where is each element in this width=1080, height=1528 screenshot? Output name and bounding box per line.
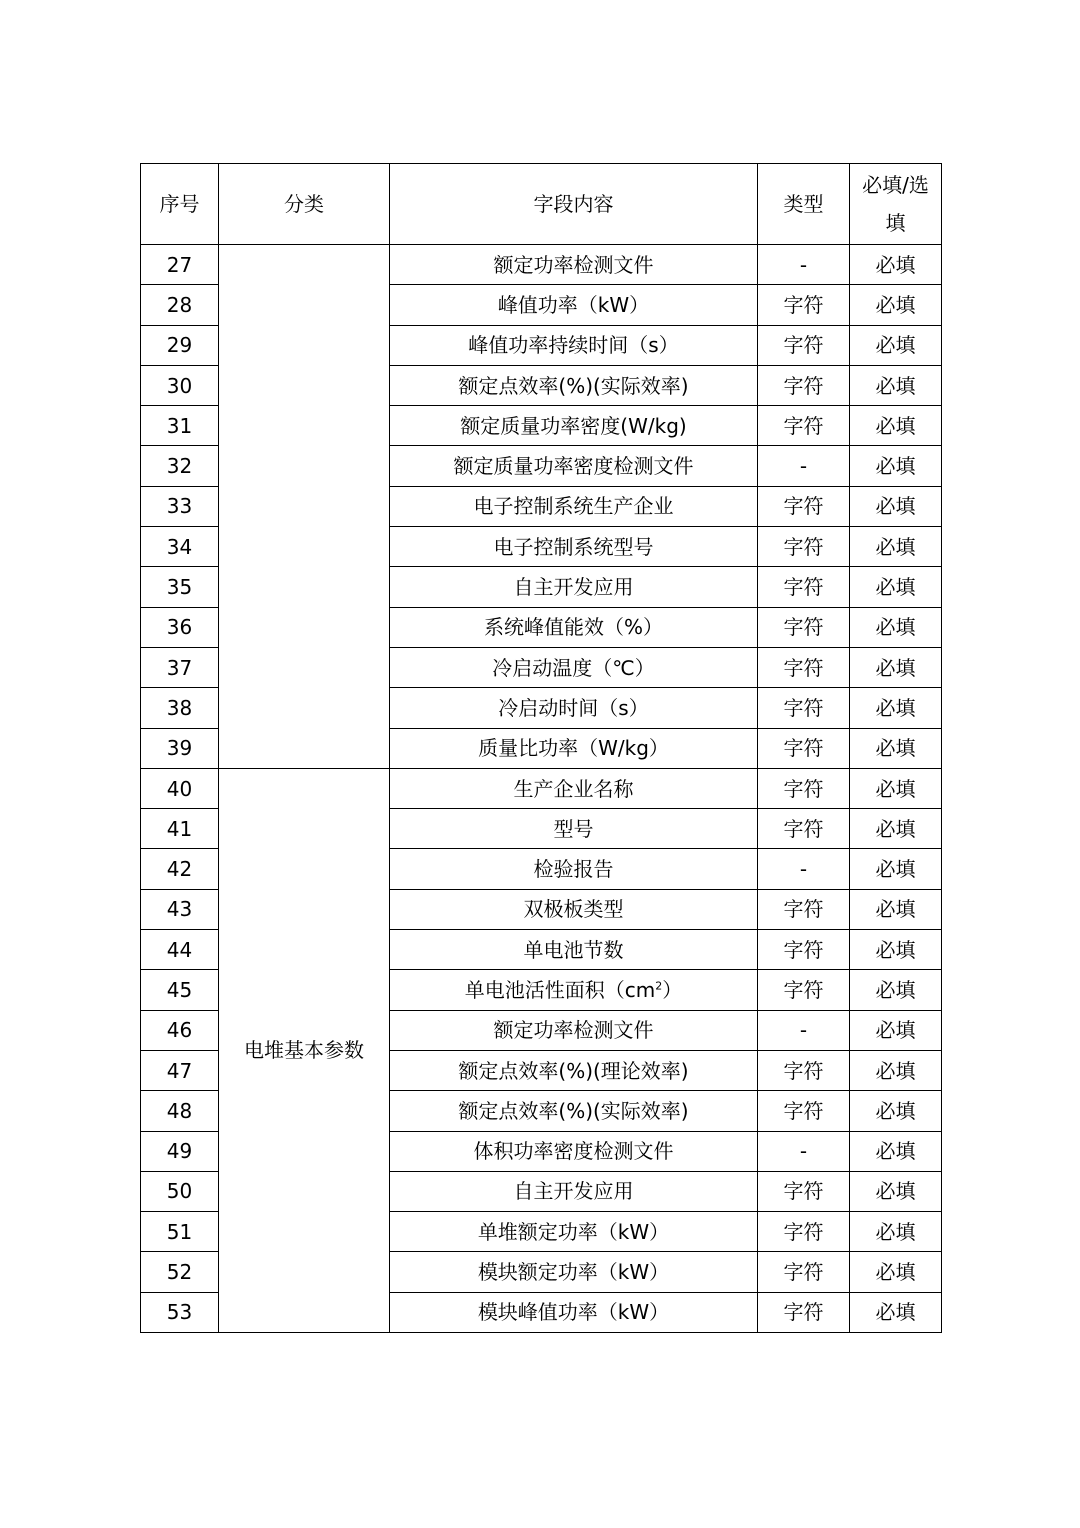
field-content (390, 809, 758, 849)
field-content (390, 1212, 758, 1252)
field-required: 必填 (850, 1292, 942, 1332)
field-required: 必填 (850, 889, 942, 929)
row-index: 36 (141, 607, 219, 647)
field-text: 系统峰值能效（%） (483, 615, 663, 640)
field-text: 模块峰值功率（kW） (477, 1300, 670, 1325)
row-index: 39 (141, 728, 219, 768)
row-index: 48 (141, 1091, 219, 1131)
row-index: 44 (141, 930, 219, 970)
field-text: 冷启动温度（℃） (492, 655, 655, 680)
field-type: 字符 (758, 406, 850, 446)
field-text: 型号 (553, 816, 594, 841)
row-index: 49 (141, 1131, 219, 1171)
field-text: 额定质量功率密度检测文件 (453, 454, 694, 479)
header-row (141, 164, 942, 245)
field-type: 字符 (758, 285, 850, 325)
field-text: 体积功率密度检测文件 (473, 1139, 674, 1164)
field-required: 必填 (850, 446, 942, 486)
field-required: 必填 (850, 768, 942, 808)
row-index: 53 (141, 1292, 219, 1332)
row-index: 46 (141, 1010, 219, 1050)
field-content (390, 1091, 758, 1131)
field-type: 字符 (758, 527, 850, 567)
field-type: 字符 (758, 889, 850, 929)
row-index: 40 (141, 768, 219, 808)
field-type: 字符 (758, 325, 850, 365)
field-content (390, 325, 758, 365)
header-field: 字段内容 (390, 164, 758, 245)
field-text: 自主开发应用 (513, 1179, 634, 1204)
field-type: 字符 (758, 930, 850, 970)
header-category: 分类 (219, 164, 390, 245)
field-type: 字符 (758, 1212, 850, 1252)
field-text: 额定点效率(%)(实际效率) (458, 373, 689, 398)
field-text: 双极板类型 (523, 897, 624, 922)
field-type: 字符 (758, 486, 850, 526)
field-type: 字符 (758, 809, 850, 849)
row-index: 34 (141, 527, 219, 567)
header-index: 序号 (141, 164, 219, 245)
field-required: 必填 (850, 1131, 942, 1171)
field-required: 必填 (850, 245, 942, 285)
field-content (390, 1131, 758, 1171)
field-content (390, 768, 758, 808)
field-required: 必填 (850, 1252, 942, 1292)
field-content (390, 527, 758, 567)
field-text: 电子控制系统型号 (493, 534, 654, 559)
row-index: 37 (141, 647, 219, 687)
table-row (141, 768, 942, 808)
field-content (390, 245, 758, 285)
field-type: - (758, 245, 850, 285)
field-required: 必填 (850, 1010, 942, 1050)
field-type: 字符 (758, 688, 850, 728)
header-required-label: 必填/选填 (862, 173, 929, 235)
field-content (390, 567, 758, 607)
field-required: 必填 (850, 849, 942, 889)
row-index: 50 (141, 1171, 219, 1211)
row-index: 52 (141, 1252, 219, 1292)
field-type: 字符 (758, 365, 850, 405)
field-required: 必填 (850, 285, 942, 325)
field-required: 必填 (850, 486, 942, 526)
field-text: 额定功率检测文件 (493, 1018, 654, 1043)
field-required: 必填 (850, 809, 942, 849)
field-content (390, 728, 758, 768)
field-content (390, 930, 758, 970)
row-index: 29 (141, 325, 219, 365)
field-text: 冷启动时间（s） (498, 695, 649, 720)
row-index: 32 (141, 446, 219, 486)
row-index: 35 (141, 567, 219, 607)
field-content (390, 1252, 758, 1292)
field-required: 必填 (850, 325, 942, 365)
field-required: 必填 (850, 527, 942, 567)
field-text: 自主开发应用 (513, 575, 634, 600)
field-content (390, 849, 758, 889)
field-type: 字符 (758, 567, 850, 607)
field-text: 单电池活性面积（cm (464, 977, 656, 1002)
field-required: 必填 (850, 406, 942, 446)
field-required: 必填 (850, 647, 942, 687)
field-superscript: 2 (655, 979, 663, 993)
field-text: 质量比功率（W/kg） (478, 736, 669, 761)
field-required: 必填 (850, 1091, 942, 1131)
table-row (141, 245, 942, 285)
field-type: 字符 (758, 1292, 850, 1332)
field-text: 电子控制系统生产企业 (473, 494, 674, 519)
field-required: 必填 (850, 688, 942, 728)
category-cell: 电堆基本参数 (219, 768, 390, 1332)
field-required: 必填 (850, 365, 942, 405)
field-type: 字符 (758, 1091, 850, 1131)
field-text: 峰值功率（kW） (497, 292, 650, 317)
field-content (390, 486, 758, 526)
field-type: - (758, 849, 850, 889)
header-type: 类型 (758, 164, 850, 245)
field-content (390, 406, 758, 446)
row-index: 31 (141, 406, 219, 446)
category-cell (219, 245, 390, 769)
row-index: 30 (141, 365, 219, 405)
field-content (390, 889, 758, 929)
field-content (390, 285, 758, 325)
field-content (390, 446, 758, 486)
field-content (390, 1010, 758, 1050)
field-text-end: ） (662, 977, 683, 1002)
field-content (390, 1292, 758, 1332)
field-content (390, 607, 758, 647)
field-type: 字符 (758, 1050, 850, 1090)
field-required: 必填 (850, 1212, 942, 1252)
field-text: 模块额定功率（kW） (477, 1260, 670, 1285)
field-type: 字符 (758, 647, 850, 687)
row-index: 27 (141, 245, 219, 285)
field-type: - (758, 446, 850, 486)
field-text: 额定功率检测文件 (493, 252, 654, 277)
field-required: 必填 (850, 930, 942, 970)
table-body (141, 245, 942, 1333)
field-type: 字符 (758, 768, 850, 808)
field-text: 额定质量功率密度(W/kg) (460, 413, 687, 438)
field-text: 峰值功率持续时间（s） (468, 333, 679, 358)
field-content (390, 1171, 758, 1211)
field-text: 单电池节数 (523, 937, 624, 962)
field-text: 额定点效率(%)(实际效率) (458, 1098, 689, 1123)
field-table (140, 163, 942, 1333)
field-required: 必填 (850, 970, 942, 1010)
field-type: 字符 (758, 1252, 850, 1292)
field-required: 必填 (850, 1050, 942, 1090)
field-type: 字符 (758, 970, 850, 1010)
field-content (390, 688, 758, 728)
field-required: 必填 (850, 728, 942, 768)
header-required (850, 164, 942, 245)
field-text: 生产企业名称 (513, 776, 634, 801)
field-content (390, 970, 758, 1010)
field-content (390, 647, 758, 687)
row-index: 47 (141, 1050, 219, 1090)
field-type: - (758, 1010, 850, 1050)
field-text: 额定点效率(%)(理论效率) (458, 1058, 689, 1083)
field-content (390, 1050, 758, 1090)
row-index: 43 (141, 889, 219, 929)
row-index: 38 (141, 688, 219, 728)
row-index: 42 (141, 849, 219, 889)
field-required: 必填 (850, 1171, 942, 1211)
row-index: 45 (141, 970, 219, 1010)
row-index: 51 (141, 1212, 219, 1252)
field-type: 字符 (758, 1171, 850, 1211)
field-text: 检验报告 (533, 857, 614, 882)
field-required: 必填 (850, 567, 942, 607)
field-text: 单堆额定功率（kW） (477, 1219, 670, 1244)
row-index: 28 (141, 285, 219, 325)
row-index: 33 (141, 486, 219, 526)
field-content (390, 365, 758, 405)
field-type: 字符 (758, 607, 850, 647)
field-type: - (758, 1131, 850, 1171)
field-type: 字符 (758, 728, 850, 768)
row-index: 41 (141, 809, 219, 849)
field-required: 必填 (850, 607, 942, 647)
